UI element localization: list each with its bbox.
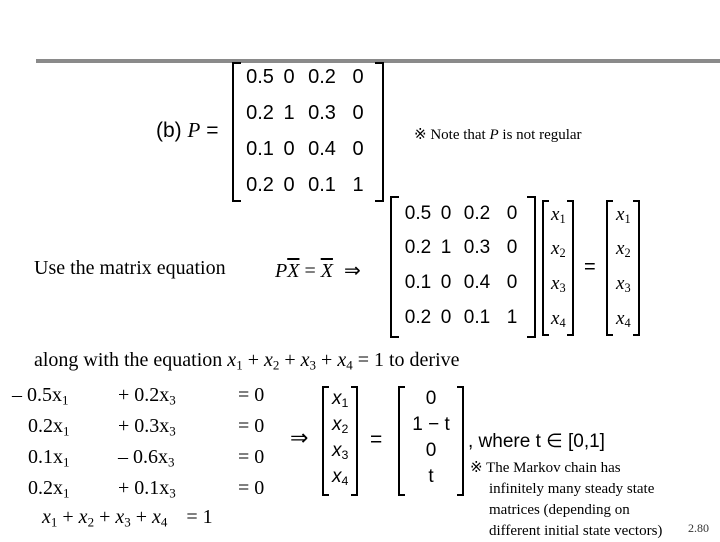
part-label: (b) P =	[156, 118, 219, 142]
system-row: – $0.5x_1 + 0.2x_3 = 0$	[12, 384, 265, 408]
matrix-name: P	[187, 118, 201, 142]
linear-system	[12, 384, 302, 534]
matrix-p-row: 0.5 0 0.2 0	[246, 66, 364, 88]
implies-arrow-icon: ⇒	[290, 426, 309, 451]
page-number: 2.80	[688, 521, 709, 535]
note-markov: ※ The Markov chain has infinitely many steady state matrices (depending on different initial state vectors)	[470, 458, 663, 539]
matrix-equals: =	[584, 256, 596, 278]
use-text: Use the matrix equation	[34, 257, 226, 279]
vector-x-left: $x_1$ $x_2$ $x_3$ $x_4$	[542, 200, 574, 336]
reference-mark-icon: ※	[470, 458, 483, 476]
system-row: $0.2x_1 + 0.1x_3 = 0$	[28, 477, 265, 501]
system-row: $0.2x_1 + 0.3x_3 = 0$	[28, 415, 265, 439]
solution-lhs-vector: $x_1$ $x_2$ $x_3$ $x_4$	[322, 386, 358, 496]
matrix-p	[232, 62, 384, 202]
matrix-p-row: 0.1 0 0.4 0	[246, 138, 364, 160]
matrix-p-row: 0.2 0 0.1 1	[246, 174, 364, 196]
note-not-regular: ※ Note that P is not regular	[414, 125, 582, 143]
implies-arrow-icon: ⇒	[343, 258, 361, 282]
vector-x-right: $x_1$ $x_2$ $x_3$ $x_4$	[606, 200, 640, 336]
system-row: $0.1x_1 - 0.6x_3 = 0$	[28, 446, 265, 470]
matrix-p-row: 0.2 1 0.3 0	[246, 102, 364, 124]
system-sum-row: $x_1 + x_2 + x_3 + x_4 = 1$	[42, 506, 213, 530]
solution-equals: =	[370, 428, 383, 451]
equation-px-x: $P\overline{X} = \overline{X}$ ⇒	[275, 258, 361, 282]
reference-mark-icon: ※	[414, 125, 427, 143]
solution-rhs-vector: 0 1 − t 0 t	[398, 386, 464, 496]
matrix-p-repeat: 0.5 0 0.2 0 0.2 1 0.3 0 0.1 0 0.4 0 0.2 0 0.1 1	[390, 196, 536, 338]
along-line: along with the equation $x_1 + x_2 + x_3 + x_4 = 1$ to derive	[34, 349, 460, 373]
solution-where: , where t ∈ [0,1]	[468, 431, 605, 452]
